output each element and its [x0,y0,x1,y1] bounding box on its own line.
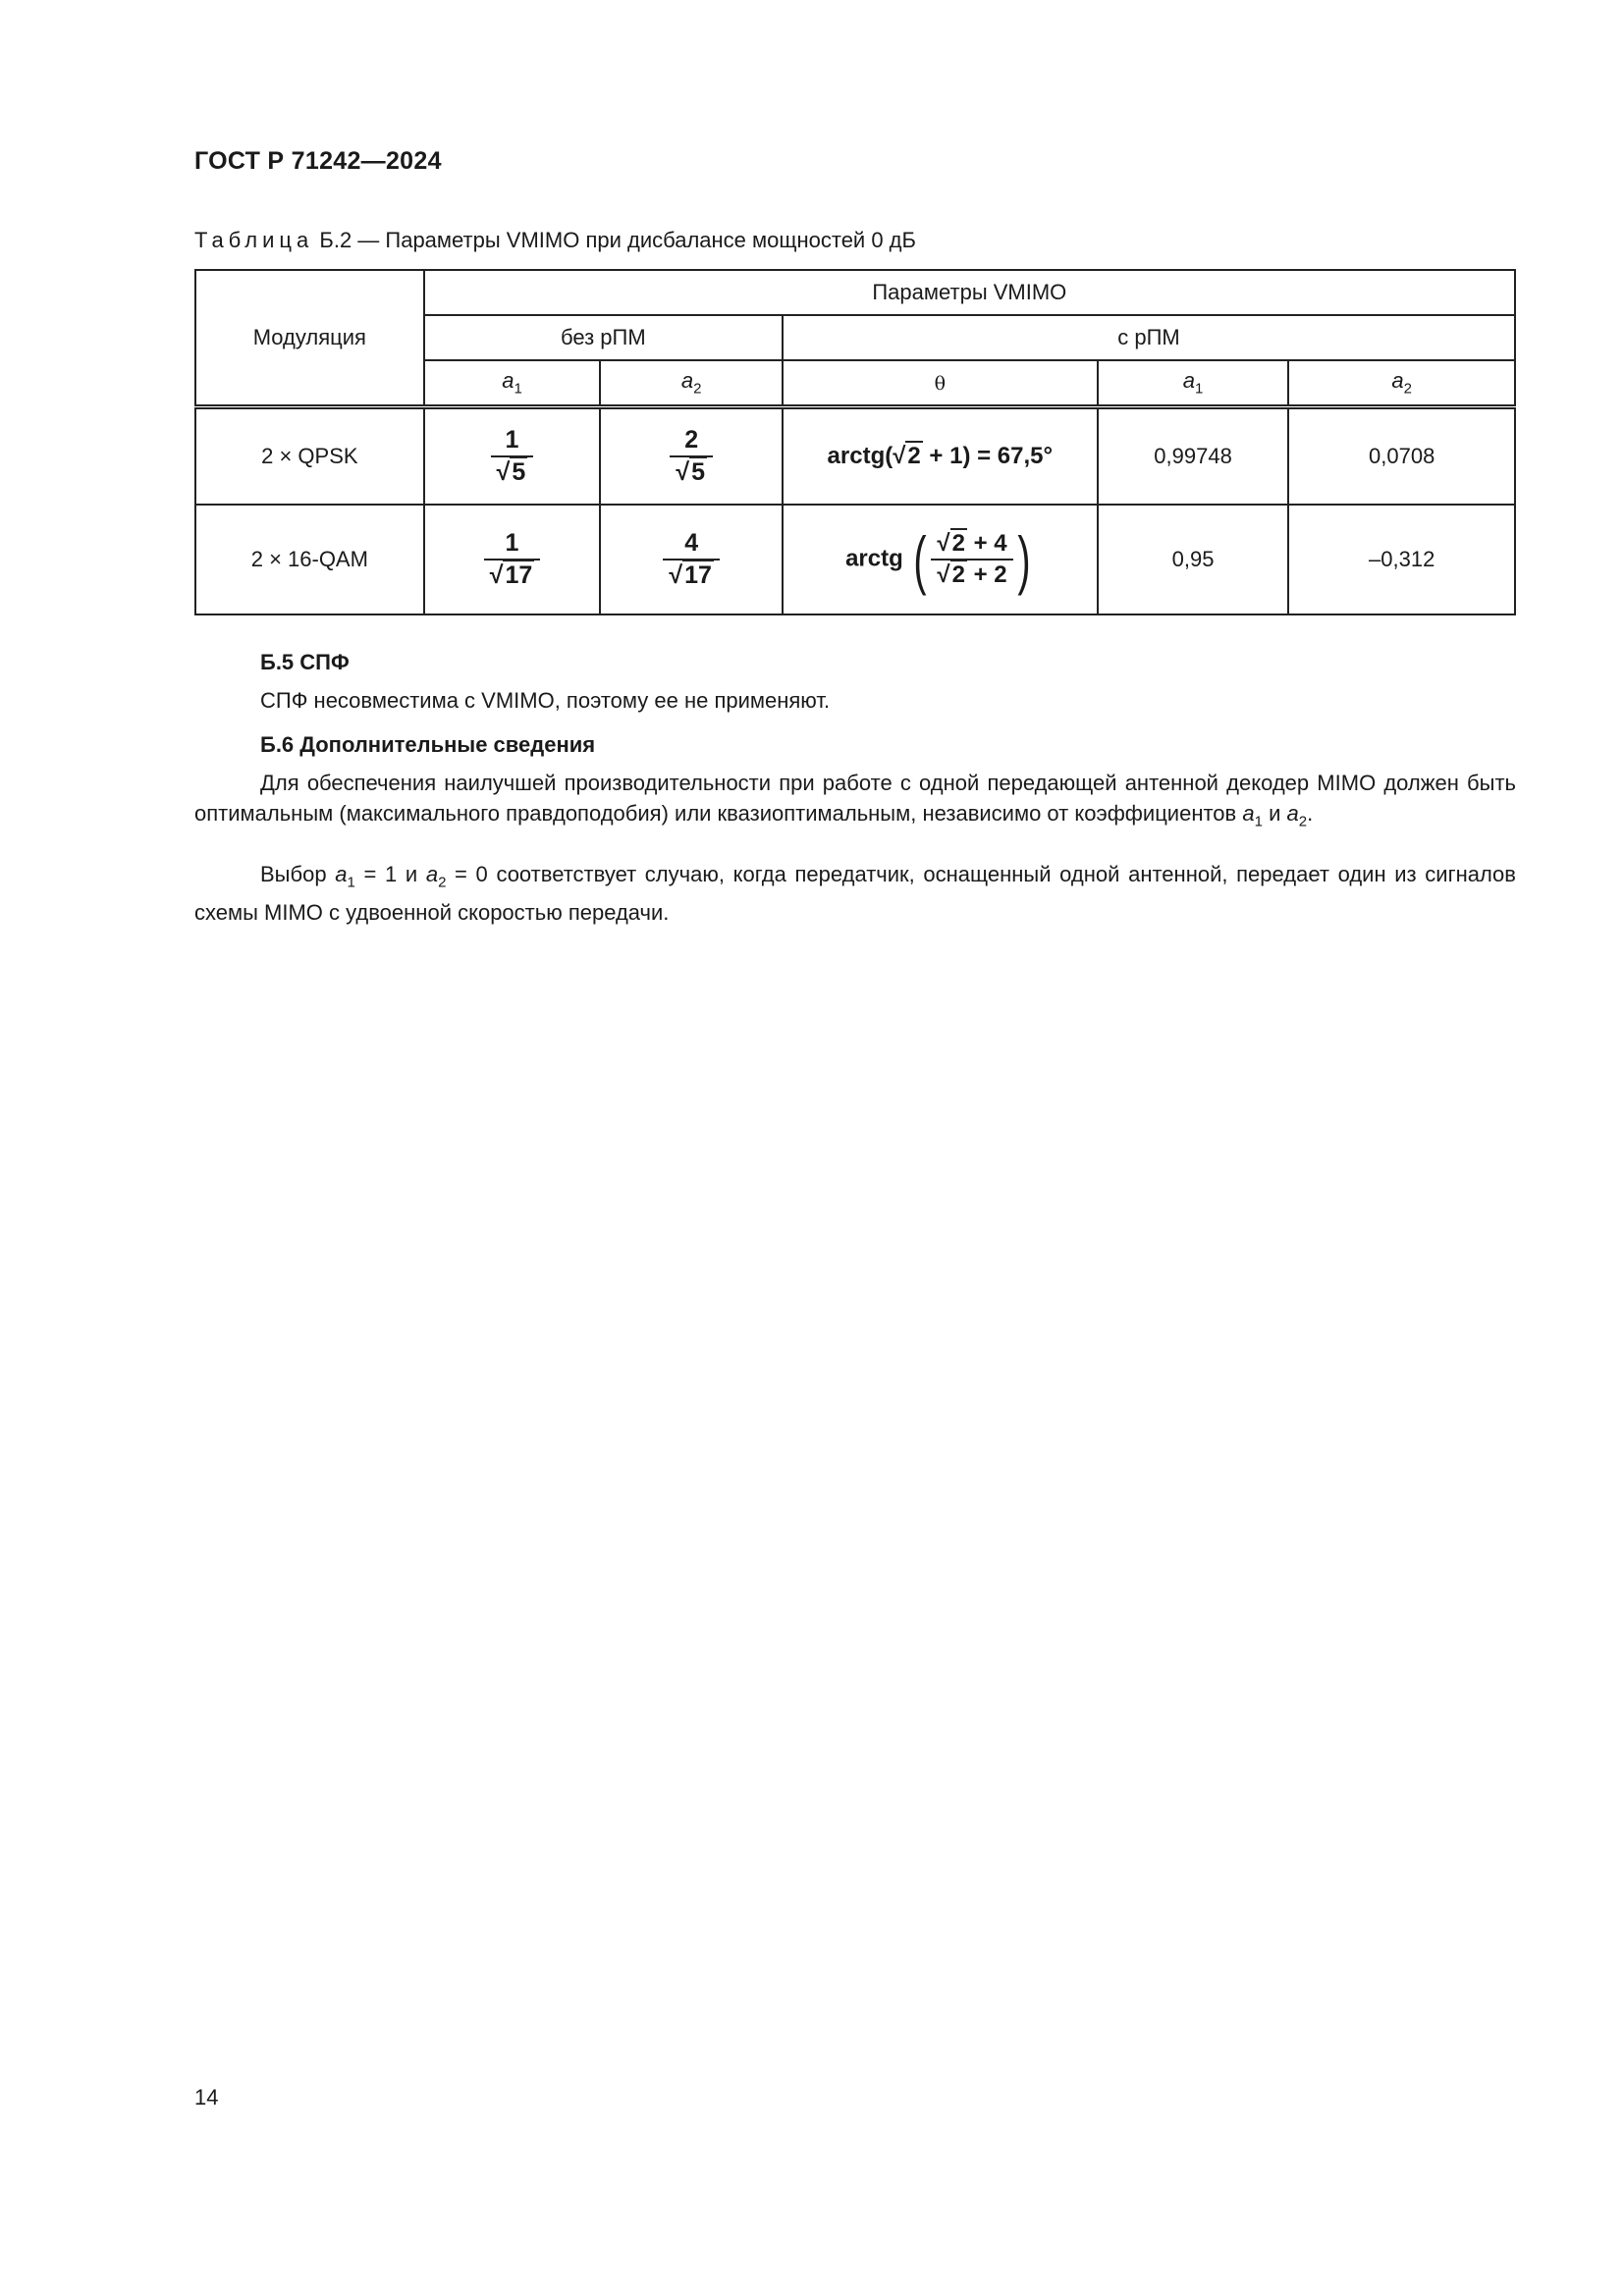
a2-header: $a_2$ [600,360,783,407]
theta-cell: arctg(√2 + 1) = 67,5° [783,407,1098,506]
a1-header: $a_1$ [424,360,601,407]
table-caption-text: Б.2 — Параметры VMIMO при дисбалансе мощностей 0 дБ [319,228,916,252]
rpm-a1-header: $a_1$ [1098,360,1289,407]
table-row [195,505,1515,614]
a2-cell: $\frac{4}{√17}$ [600,505,783,614]
section-b5-text: СПФ несовместима с VMIMO, поэтому ее не применяют. [260,688,831,713]
document-id: ГОСТ Р 71242—2024 [194,147,442,175]
table-caption-word: Таблица [194,228,314,252]
rpm-a1-cell: 0,99748 [1098,407,1289,506]
theta-cell: arctg ( $\frac{√2 + 4}{√2 + 2}$ ) [783,505,1098,614]
modulation-header: Модуляция [195,270,424,407]
a1-cell: $\frac{1}{√17}$ [424,505,601,614]
section-b5-title: Б.5 СПФ [260,650,350,674]
modulation-cell: 2 × 16-QAM [195,505,424,614]
without-rpm-header: без рПМ [424,315,783,360]
header-row-1 [195,270,1515,315]
rpm-a2-header: $a_2$ [1288,360,1515,407]
section-b6-paragraph-1: Для обеспечения наилучшей производительности при работе с одной передающей антенной декодер MIMO должен быть оптимальным (максимального правдоподобия) или квазиоптимальным, независимо от коэффициентов $a_1$ и $a_2$. [194,771,1516,830]
table-caption [194,228,916,253]
section-b6-paragraph-2: Выбор $a_1 = 1$ и $a_2 = 0$ соответствует случаю, когда передатчик, оснащенный одной антенной, передает один из сигналов схемы MIMO с удвоенной скоростью передачи. [194,862,1516,926]
parameters-table [194,269,1516,615]
rpm-a2-cell: –0,312 [1288,505,1515,614]
rpm-a1-cell: 0,95 [1098,505,1289,614]
modulation-cell: 2 × QPSK [195,407,424,506]
with-rpm-header: с рПМ [783,315,1515,360]
a1-cell: $\frac{1}{√5}$ [424,407,601,506]
theta-header: θ [783,360,1098,407]
params-header: Параметры VMIMO [424,270,1515,315]
section-b6-title: Б.6 Дополнительные сведения [260,732,596,757]
rpm-a2-cell: 0,0708 [1288,407,1515,506]
page-number: 14 [194,2085,219,2109]
a2-cell: $\frac{2}{√5}$ [600,407,783,506]
table-row [195,407,1515,506]
